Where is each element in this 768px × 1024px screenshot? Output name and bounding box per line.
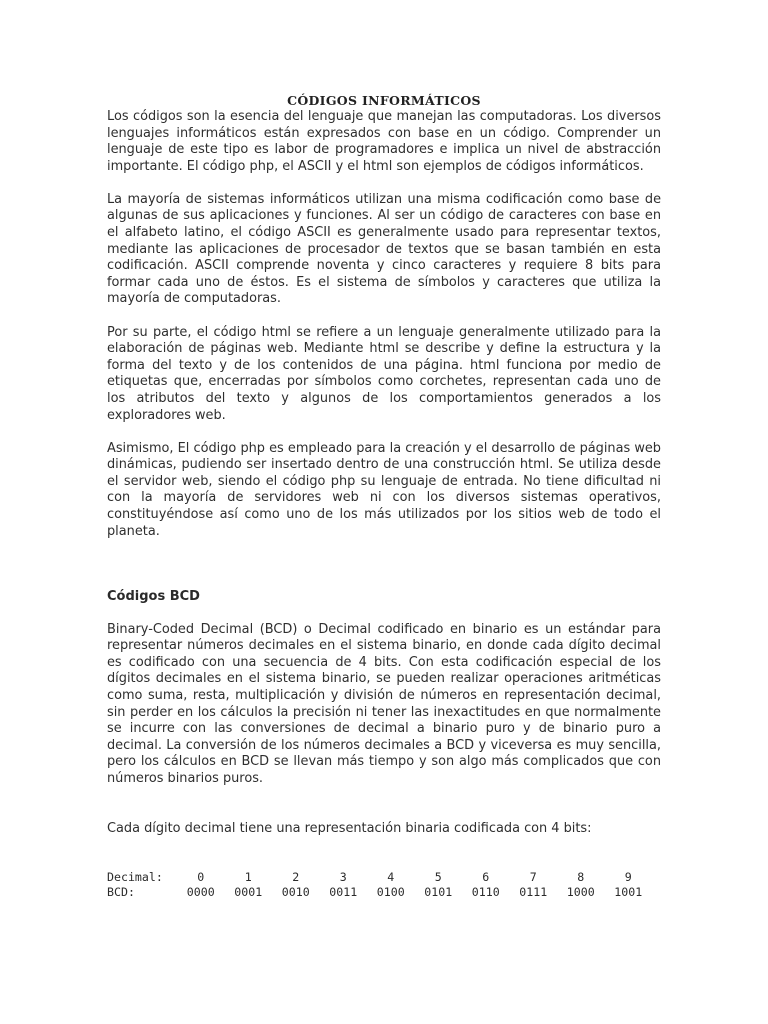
decimal-cell: 2 [292, 870, 300, 885]
decimal-cell: 7 [529, 870, 537, 885]
decimal-cell: 4 [387, 870, 395, 885]
document-page [107, 92, 661, 900]
bcd-cell: 0111 [519, 885, 548, 900]
decimal-cell: 1 [244, 870, 252, 885]
bcd-cell: 1001 [614, 885, 643, 900]
bcd-cell: 0010 [281, 885, 310, 900]
paragraph-bcd-intro-table: Cada dígito decimal tiene una representación binaria codificada con 4 bits: [107, 820, 592, 836]
paragraph-html: Por su parte, el código html se refiere a un lenguaje generalmente utilizado para la elaboración de páginas web. Mediante html se describe y define la estructura y la forma del texto y de los contenidos de una página. html funciona por medio de etiquetas que, encerradas por símbolos como corchetes, representan cada uno de los atributos del texto y algunos de los comportamientos generados a los exploradores web. [107, 324, 661, 423]
decimal-cell: 5 [434, 870, 442, 885]
row-label-decimal: Decimal: [107, 870, 163, 885]
table-row-decimal [107, 870, 652, 885]
paragraph-ascii: La mayoría de sistemas informáticos utilizan una misma codificación como base de algunas de sus aplicaciones y funciones. Al ser un código de caracteres con base en el alfabeto latino, el código ASCII es generalmente usado para representar textos, mediante las aplicaciones de procesador de textos que se basan también en esta codificación. ASCII comprende noventa y cinco caracteres y requiere 8 bits para formar cada uno de éstos. Es el sistema de símbolos y caracteres que utiliza la mayoría de computadoras. [107, 191, 661, 307]
paragraph-php: Asimismo, El código php es empleado para la creación y el desarrollo de páginas web dinámicas, pudiendo ser insertado dentro de una construcción html. Se utiliza desde el servidor web, siendo el código php su lenguaje de entrada. No tiene dificultad ni con la mayoría de servidores web ni con los diversos sistemas operativos, constituyéndose así como uno de los más utilizados por los sitios web de todo el planeta. [107, 440, 661, 539]
paragraph-bcd-definition: Binary-Coded Decimal (BCD) o Decimal codificado en binario es un estándar para representar números decimales en el sistema binario, en donde cada dígito decimal es codificado con una secuencia de 4 bits. Con esta codificación especial de los dígitos decimales en el sistema binario, se pueden realizar operaciones aritméticas como suma, resta, multiplicación y división de números en representación decimal, sin perder en los cálculos la precisión ni tener las inexactitudes en que normalmente se incurre con las conversiones de decimal a binario puro y de binario puro a decimal. La conversión de los números decimales a BCD y viceversa es muy sencilla, pero los cálculos en BCD se llevan más tiempo y son algo más complicados que con números binarios puros. [107, 621, 661, 786]
decimal-cell: 3 [339, 870, 347, 885]
bcd-cell: 0101 [424, 885, 453, 900]
bcd-cell: 0100 [376, 885, 405, 900]
bcd-cell: 0011 [329, 885, 358, 900]
paragraph-intro: Los códigos son la esencia del lenguaje que manejan las computadoras. Los diversos lenguajes informáticos están expresados con base en un código. Comprender un lenguaje de este tipo es labor de programadores e implica un nivel de abstracción importante. El código php, el ASCII y el html son ejemplos de códigos informáticos. [107, 109, 661, 174]
bcd-table [107, 870, 652, 900]
decimal-cell: 9 [624, 870, 632, 885]
table-row-bcd [107, 885, 652, 900]
row-label-bcd: BCD: [107, 885, 135, 900]
bcd-cell: 0001 [234, 885, 263, 900]
decimal-cell: 8 [577, 870, 585, 885]
bcd-cell: 0110 [471, 885, 500, 900]
bcd-cell: 1000 [566, 885, 595, 900]
decimal-cell: 0 [197, 870, 205, 885]
decimal-cell: 6 [482, 870, 490, 885]
bcd-cell: 0000 [186, 885, 215, 900]
section-heading-bcd: Códigos BCD [107, 589, 200, 605]
document-title: CÓDIGOS INFORMÁTICOS [287, 93, 481, 108]
